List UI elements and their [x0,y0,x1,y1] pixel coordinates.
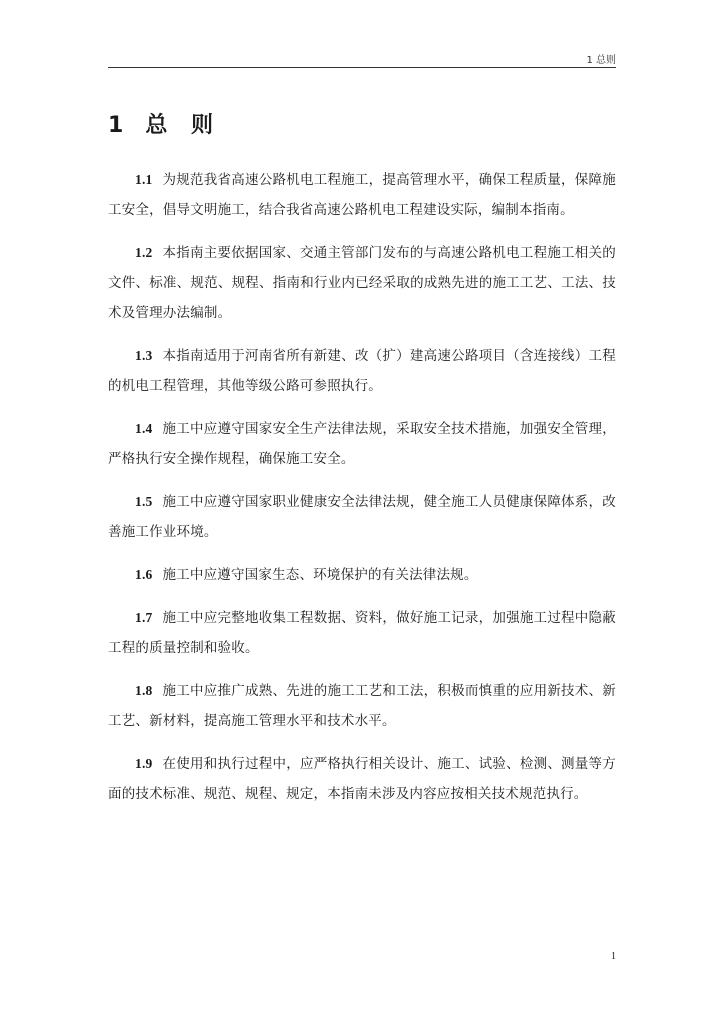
clause-1-9 [108,749,616,809]
clause-number: 1.6 [135,567,153,582]
clause-text: 本指南适用于河南省所有新建、改（扩）建高速公路项目（含连接线）工程的机电工程管理，其他等级公路可参照执行。 [108,348,616,394]
clause-number: 1.1 [135,172,153,187]
clause-number: 1.4 [135,421,153,436]
clause-1-5 [108,487,616,547]
chapter-number: 1 [108,113,126,138]
clause-number: 1.7 [135,610,153,625]
chapter-title [108,108,221,139]
clause-1-4 [108,414,616,474]
clause-1-8 [108,676,616,736]
clause-1-7 [108,603,616,663]
clause-text: 施工中应完整地收集工程数据、资料，做好施工记录，加强施工过程中隐蔽工程的质量控制和验收。 [108,610,616,656]
header-rule [108,67,616,68]
clause-number: 1.8 [135,683,153,698]
clause-number: 1.5 [135,494,153,509]
clause-text: 为规范我省高速公路机电工程施工，提高管理水平，确保工程质量，保障施工安全，倡导文明施工，结合我省高速公路机电工程建设实际，编制本指南。 [108,172,616,218]
clause-number: 1.3 [135,348,153,363]
clause-text: 施工中应推广成熟、先进的施工工艺和工法，积极而慎重的应用新技术、新工艺、新材料，提高施工管理水平和技术水平。 [108,683,616,729]
clause-text: 施工中应遵守国家职业健康安全法律法规，健全施工人员健康保障体系，改善施工作业环境。 [108,494,616,540]
running-header: 1 总则 [586,55,616,66]
page-number: 1 [611,951,616,962]
clause-number: 1.2 [135,245,153,260]
clause-text: 施工中应遵守国家安全生产法律法规，采取安全技术措施，加强安全管理，严格执行安全操作规程，确保施工安全。 [108,421,616,467]
clause-1-3 [108,341,616,401]
clause-number: 1.9 [135,756,153,771]
clause-1-1 [108,165,616,225]
document-body [108,165,616,822]
chapter-title-text: 总 则 [145,113,221,138]
clause-text: 施工中应遵守国家生态、环境保护的有关法律法规。 [162,567,478,583]
clause-1-2 [108,238,616,328]
clause-text: 在使用和执行过程中，应严格执行相关设计、施工、试验、检测、测量等方面的技术标准、规范、规程、规定，本指南未涉及内容应按相关技术规范执行。 [108,756,616,802]
clause-1-6 [108,560,616,590]
clause-text: 本指南主要依据国家、交通主管部门发布的与高速公路机电工程施工相关的文件、标准、规范、规程、指南和行业内已经采取的成熟先进的施工工艺、工法、技术及管理办法编制。 [108,245,616,321]
